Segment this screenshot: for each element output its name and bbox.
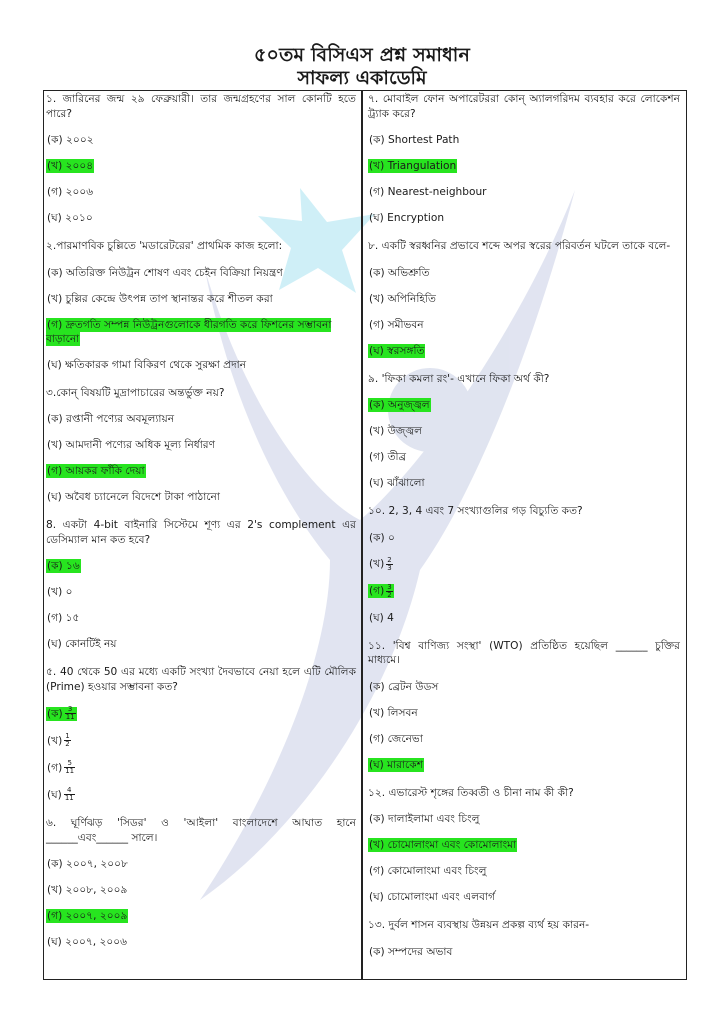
correct-answer-option xyxy=(368,159,680,173)
option-label: (ঘ) কোনটিই নয় xyxy=(47,638,117,650)
option-label: (ক) অতিরিক্ত নিউট্রন শোষণ এবং চেইন বিক্রিয়া নিয়ন্ত্রণ xyxy=(47,266,283,279)
question-text: ৭. মোবাইল ফোন অপারেটররা কোন্ অ্যালগরিদম ব্যবহার করে লোকেশন ট্র্যাক করে? xyxy=(368,93,680,120)
option-text xyxy=(368,812,481,826)
fraction xyxy=(64,760,75,775)
correct-answer-option xyxy=(368,838,680,852)
answer-option xyxy=(368,292,680,306)
option-text xyxy=(46,585,73,599)
option-label: (ঘ) ২০০৭, ২০০৬ xyxy=(47,936,128,948)
option-label: (ঘ) ক্ষতিকারক গামা বিকিরণ থেকে সুরক্ষা প্রদান xyxy=(47,358,247,371)
option-text xyxy=(368,758,424,772)
question-text: ৩.কোন্ বিষয়টি মুদ্রাপাচারের অন্তর্ভুক্ত নয়? xyxy=(46,386,225,399)
option-text xyxy=(46,133,95,147)
option-label: (গ) xyxy=(47,761,63,774)
option-label: (ঘ) মারাকেশ xyxy=(369,758,423,771)
option-text xyxy=(46,292,274,306)
option-text xyxy=(368,450,407,464)
answer-option xyxy=(368,133,680,147)
answer-option xyxy=(368,864,680,878)
fraction xyxy=(386,557,392,572)
question-item xyxy=(368,639,680,772)
question-item xyxy=(368,504,680,625)
answer-option xyxy=(46,733,356,748)
option-text xyxy=(368,680,439,694)
question-item xyxy=(368,918,680,959)
fraction xyxy=(386,584,392,599)
question-text: ৬. ঘূর্ণিঝড় 'সিডর' ও 'আইলা' বাংলাদেশে আঘাত হানে ______এবং______ সালে। xyxy=(46,817,356,844)
option-label: (ক) ২০০৭, ২০০৮ xyxy=(47,858,128,870)
option-text xyxy=(368,424,423,438)
fraction xyxy=(65,706,76,721)
answer-option xyxy=(46,787,356,802)
answer-option xyxy=(368,185,680,199)
option-label: (খ) xyxy=(47,734,63,747)
option-label: (খ) ২০০৮, ২০০৯ xyxy=(47,884,128,896)
answer-option xyxy=(46,935,356,949)
fraction-numerator: 3 xyxy=(65,706,76,714)
option-text xyxy=(368,398,431,412)
option-label: (খ) চোমোলাংমা এবং কোমোলাংমা xyxy=(369,839,517,851)
option-label: (খ) Triangulation xyxy=(369,160,457,172)
option-label: (খ) ০ xyxy=(47,586,73,598)
option-label: (ক) অভিশ্রুতি xyxy=(369,266,430,279)
option-text xyxy=(46,857,129,871)
question-item xyxy=(368,786,680,905)
fraction-numerator: 2 xyxy=(387,555,392,564)
option-label: (ঘ) Encryption xyxy=(369,212,445,224)
fraction-numerator: 3 xyxy=(387,582,392,591)
correct-answer-option xyxy=(46,464,356,478)
question-text: ২.পারমাণবিক চুল্লিতে 'মডারেটরের' প্রাথমিক কাজ হলো: xyxy=(46,240,283,252)
option-text xyxy=(46,490,221,504)
option-label: (গ) কোমোলাংমা এবং চিংলু xyxy=(369,865,487,877)
question-text: ৮. একটি স্বরধ্বনির প্রভাবে শব্দে অপর স্বরের পরিবর্তন ঘটলে তাকে বলে- xyxy=(368,240,671,252)
option-text xyxy=(46,185,94,199)
option-label: (ক) দালাইলামা এবং চিংলু xyxy=(369,813,480,825)
option-text xyxy=(46,438,216,452)
page-header xyxy=(0,44,724,89)
fraction-denominator: 2 xyxy=(387,590,392,599)
answer-option xyxy=(368,211,680,225)
option-text xyxy=(46,883,128,897)
option-text xyxy=(368,476,426,490)
fraction xyxy=(64,787,75,802)
answer-option xyxy=(368,476,680,490)
option-text xyxy=(46,707,77,721)
fraction-numerator: 1 xyxy=(65,732,70,740)
option-label: (ঘ) 4 xyxy=(369,611,394,624)
option-label: (ক) অনুজ্জ্বল xyxy=(369,399,430,411)
option-label: (খ) অপিনিহিতি xyxy=(369,292,436,305)
option-text xyxy=(368,838,517,852)
correct-answer-option xyxy=(46,159,356,173)
answer-option xyxy=(368,732,680,746)
question-item xyxy=(368,372,680,491)
option-text xyxy=(46,159,94,173)
option-label: (গ) xyxy=(369,585,385,597)
option-text xyxy=(46,318,331,346)
option-text xyxy=(368,344,425,358)
option-label: (গ) জেনেভা xyxy=(369,732,423,745)
option-label: (ক) রপ্তানী পণ্যের অবমূল্যায়ন xyxy=(47,413,175,425)
answer-option xyxy=(46,438,356,452)
option-label: (ক) xyxy=(47,707,63,720)
option-text xyxy=(368,318,425,332)
option-label: (ঘ) ঝাঁঝালো xyxy=(369,477,425,489)
answer-option xyxy=(46,412,356,426)
answer-option xyxy=(46,585,356,599)
correct-answer-option xyxy=(46,706,356,721)
question-item xyxy=(46,518,356,651)
answer-option xyxy=(46,185,356,199)
option-label: (ঘ) অবৈধ চ্যানেলে বিদেশে টাকা পাঠানো xyxy=(47,491,220,503)
fraction-numerator: 5 xyxy=(64,760,75,768)
option-label: (খ) ২০০৪ xyxy=(47,160,94,172)
option-text xyxy=(46,761,76,775)
correct-answer-option xyxy=(368,758,680,772)
option-label: (ঘ) xyxy=(47,788,62,801)
question-text: 8. একটা 4-bit বাইনারি সিস্টেমে শূণ্য এর 2's complement এর ডেসিম্যাল মান কত হবে? xyxy=(46,519,356,546)
option-text xyxy=(46,909,128,923)
option-text xyxy=(368,185,488,199)
fraction-denominator: 3 xyxy=(387,563,392,572)
answer-option xyxy=(368,266,680,280)
question-text: ১১. 'বিশ্ব বাণিজ্য সংস্থা' (WTO) প্রতিষ্ঠিত হয়েছিল ______ চুক্তির মাধ্যমে। xyxy=(368,639,680,666)
option-text xyxy=(46,637,118,651)
answer-option xyxy=(46,760,356,775)
correct-answer-option xyxy=(368,584,680,599)
option-label: (ক) ব্রেটন উডস xyxy=(369,680,439,693)
option-text xyxy=(46,788,76,802)
question-item xyxy=(46,239,356,372)
option-text xyxy=(46,734,72,748)
option-text xyxy=(368,531,396,545)
answer-option xyxy=(46,292,356,306)
option-label: (গ) ২০০৭, ২০০৯ xyxy=(47,910,128,922)
question-text: ৫. 40 থেকে 50 এর মধ্যে একটি সংখ্যা দৈবভাবে নেয়া হলে এটি মৌলিক (Prime) হওয়ার সম্ভাবনা কত? xyxy=(46,666,356,693)
option-text xyxy=(368,211,445,225)
option-text xyxy=(368,890,496,904)
option-text xyxy=(368,266,431,280)
option-text xyxy=(368,611,395,625)
option-label: (গ) Nearest-neighbour xyxy=(369,186,487,198)
correct-answer-option xyxy=(46,559,356,573)
question-item xyxy=(46,665,356,802)
answer-option xyxy=(368,706,680,720)
question-text: ১২. এভারেস্ট শৃঙ্গের তিব্বতী ও চীনা নাম কী কী? xyxy=(368,786,574,799)
answer-option xyxy=(368,318,680,332)
answer-option xyxy=(368,531,680,545)
answer-option xyxy=(368,557,680,572)
option-label: (খ) উজ্জ্বল xyxy=(369,425,423,437)
document-title: ৫০তম বিসিএস প্রশ্ন সমাধান xyxy=(254,44,470,66)
option-text xyxy=(46,412,175,426)
fraction-numerator: 4 xyxy=(64,787,75,795)
option-label: (ক) ১৬ xyxy=(47,560,80,572)
option-text xyxy=(46,358,247,372)
answer-option xyxy=(368,611,680,625)
option-label: (গ) ১৫ xyxy=(47,612,80,624)
answer-option xyxy=(46,857,356,871)
option-text xyxy=(46,266,284,280)
fraction-denominator: 11 xyxy=(65,767,75,775)
option-label: (খ) xyxy=(369,558,385,570)
option-label: (ঘ) চোমোলাংমা এবং এলবার্গ xyxy=(369,891,496,903)
option-text xyxy=(368,159,457,173)
answer-option xyxy=(46,490,356,504)
question-text: ১০. 2, 3, 4 এবং 7 সংখ্যাগুলির গড় বিচ্যুতি কত? xyxy=(368,505,583,517)
answer-option xyxy=(368,450,680,464)
question-item xyxy=(46,92,356,225)
option-label: (খ) চুল্লির কেন্দ্রে উৎপন্ন তাপ স্থানান্তর করে শীতল করা xyxy=(47,292,273,305)
answer-option xyxy=(46,883,356,897)
answer-option xyxy=(368,680,680,694)
answer-option xyxy=(46,266,356,280)
option-label: (গ) ২০০৬ xyxy=(47,186,94,198)
option-label: (ক) ০ xyxy=(369,531,395,544)
option-label: (খ) লিসবন xyxy=(369,706,418,719)
answer-option xyxy=(368,812,680,826)
right-column xyxy=(368,92,680,962)
correct-answer-option xyxy=(368,398,680,412)
option-text xyxy=(368,133,460,147)
answer-option xyxy=(46,611,356,625)
question-item xyxy=(368,92,680,225)
option-text xyxy=(368,945,453,959)
option-label: (গ) সমীভবন xyxy=(369,318,424,331)
option-label: (খ) আমদানী পণ্যের অধিক মূল্য নির্ধারণ xyxy=(47,439,216,451)
fraction xyxy=(64,733,70,748)
question-text: ১৩. দুর্বল শাসন ব্যবস্থায় উন্নয়ন প্রকল্প ব্যর্থ হয় কারন- xyxy=(368,919,590,931)
option-label: (গ) দ্রুতগতি সম্পন্ন নিউট্রনগুলোকে ধীরগতি করে ফিশনের সম্ভাবনা বাড়ানো xyxy=(46,318,332,345)
answer-option xyxy=(368,890,680,904)
option-text xyxy=(368,292,437,306)
fraction-denominator: 2 xyxy=(65,740,70,748)
answer-option xyxy=(368,424,680,438)
option-label: (ঘ) স্বরসঙ্গতি xyxy=(369,344,425,357)
option-label: (গ) তীব্র xyxy=(369,451,407,463)
option-label: (ক) Shortest Path xyxy=(369,134,460,146)
question-text: ১. জারিনের জন্ম ২৯ ফেব্রুয়ারী। তার জন্মগ্রহণের সাল কোনটি হতে পারে? xyxy=(46,93,356,120)
option-label: (ঘ) ২০১০ xyxy=(47,212,93,224)
question-item xyxy=(46,386,356,505)
left-column xyxy=(46,92,356,952)
answer-option xyxy=(46,358,356,372)
answer-option xyxy=(46,211,356,225)
question-item xyxy=(368,239,680,358)
option-text xyxy=(46,211,94,225)
option-label: (গ) আয়কর ফাঁকি দেয়া xyxy=(47,465,145,477)
answer-option xyxy=(46,637,356,651)
option-label: (ক) ২০০২ xyxy=(47,134,94,146)
fraction-denominator: 11 xyxy=(64,794,74,802)
option-text xyxy=(368,864,488,878)
correct-answer-option xyxy=(368,344,680,358)
option-text xyxy=(368,732,424,746)
answer-option xyxy=(368,945,680,959)
option-text xyxy=(368,557,394,571)
academy-name: সাফল্য একাডেমি xyxy=(297,67,427,89)
correct-answer-option xyxy=(46,909,356,923)
option-text xyxy=(46,464,146,478)
fraction-denominator: 11 xyxy=(65,713,75,721)
question-text: ৯. 'ফিকা কমলা রং'- এখানে ফিকা অর্থ কী? xyxy=(368,372,550,385)
correct-answer-option xyxy=(46,318,356,346)
question-item xyxy=(46,816,356,949)
option-label: (ক) সম্পদের অভাব xyxy=(369,945,453,958)
option-text xyxy=(46,559,81,573)
option-text xyxy=(46,611,80,625)
option-text xyxy=(46,935,128,949)
option-text xyxy=(368,584,394,598)
option-text xyxy=(368,706,419,720)
column-divider xyxy=(361,90,363,980)
answer-option xyxy=(46,133,356,147)
